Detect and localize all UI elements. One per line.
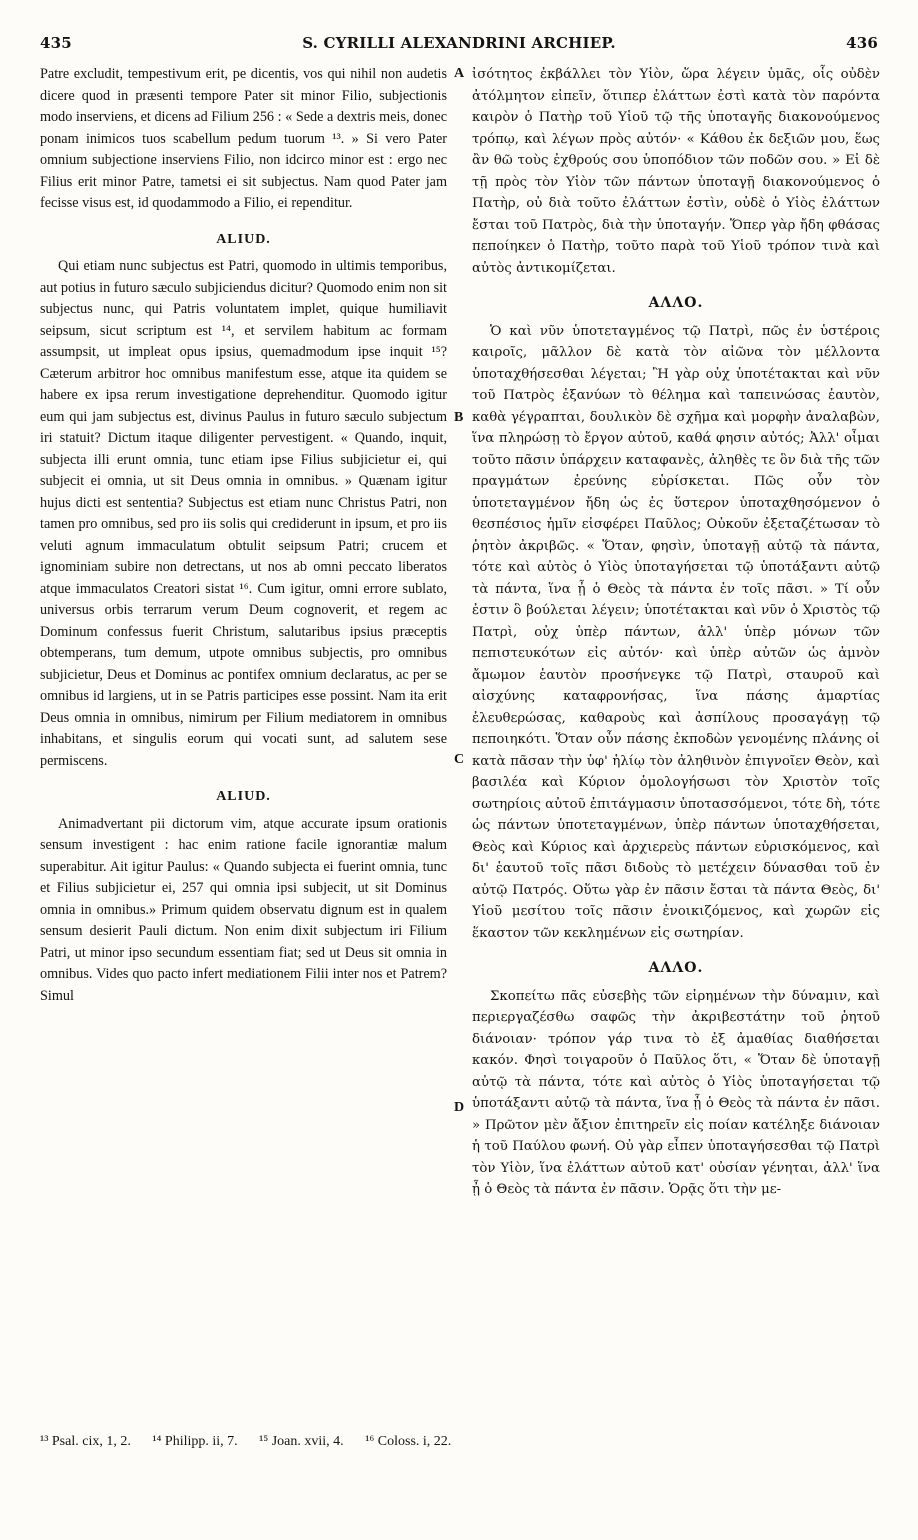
footnote-16: ¹⁶ Coloss. i, 22. [365, 1434, 452, 1449]
running-header [40, 34, 878, 56]
footnote-14: ¹⁴ Philipp. ii, 7. [152, 1434, 238, 1449]
latin-column [40, 64, 447, 1007]
footnote-13: ¹³ Psal. cix, 1, 2. [40, 1434, 131, 1449]
margin-letter-d: D [454, 1100, 465, 1115]
greek-paragraph-1: ἰσότητος ἐκβάλλει τὸν Υἱὸν, ὥρα λέγειν ὑμᾶς, οἷς οὐδὲν ἀτόλμητον εἰπεῖν, ὅτιπερ ἐλάττων ἐστὶ κατὰ τὸν παρόντα καιρὸν ὁ Πατὴρ τοῦ Υἱοῦ τῷ τῆς ὑποταγῆς διακονούμενος τρόπῳ, καὶ λέγων πρὸς αὐτόν· « Κάθου ἐκ δεξιῶν μου, ἕως ἂν θῶ τοὺς ἐχθρούς σου ὑποπόδιον τῶν ποδῶν σου. » Εἰ δὲ τῇ πρὸς τὸν Υἱὸν τῶν πάντων ὑποταγῇ διακονούμενος ὁ Πατὴρ, οὐ διὰ τοῦτο ἐλάττων ἐστὶν, οὐδὲ ὁ Υἱὸς ἐλάττων ἔσται τοῦ Πατρὸς, διὰ τὴν ὑποταγήν. Ὅπερ γὰρ ἤδη φθάσας πεποίηκεν ὁ Πατὴρ, τοῦτο παρὰ τοῦ Υἱοῦ τρόπον τινὰ καὶ αὐτὸς ἀντικομίζεται. [472, 67, 880, 276]
page-number-left: 435 [40, 34, 72, 52]
margin-letter-b: B [454, 410, 464, 425]
latin-heading-aliud-2: ALIUD. [216, 789, 271, 804]
margin-letter-a: A [454, 66, 465, 81]
running-title: S. CYRILLI ALEXANDRINI ARCHIEP. [302, 34, 616, 52]
page-number-right: 436 [846, 34, 878, 52]
footnote-15: ¹⁵ Joan. xvii, 4. [259, 1434, 344, 1449]
latin-paragraph-2: Qui etiam nunc subjectus est Patri, quomodo in ultimis temporibus, aut potius in futuro sæculo subjiciendus dicitur? Quomodo enim non sit subjectus nunc, qui Patris voluntatem implet, quique humiliavit seipsum, sicut scriptum est ¹⁴, et servilem habitum ac formam assumpsit, ut impleat opus ipsius, quemadmodum ipse inquit ¹⁵? Cæterum arbitror hoc omnibus manifestum esse, atque ita quidem se habere ex ipsa rerum investigatione deprehenditur. Quomodo igitur eum qui jam subjectus est, divinus Paulus in futuro sæculo subjectum iri statuit? Dictum itaque diligenter pervestigent. « Quando, inquit, subjecta illi erunt omnia, tunc etiam ipse Filius subjicietur ei, qui subjecit ei omnia, ut sit Deus omnia in omnibus. » Quænam igitur hujus dicti est sententia? Subjectus est etiam nunc Christus Patri, non tamen pro omnibus, sed pro iis solis qui crediderunt in ipsum, et pro iis veluti agnum immaculatum obtulit seipsum Patri; crucem et ignominiam subire non detrectans, ut nos ab omni peccato liberatos atque immaculatos Creatori sistat ¹⁶. Cum igitur, omni errore sublato, universus orbis terrarum verum Deum cognoverit, et regem ac Dominum confessus fuerit Christum, salutaribus ipsius præceptis obtemperans, tum demum, utpote omnibus subjectis, pro omnibus subjicietur, Deus et Dominus ac pontifex omnium declaratus, ac per se omnibus id largiens, ut in se Patris participes esse possint. Nam ita erit Deus omnia in omnibus, nimirum per Filium mediatorem in omnibus inhabitans, et singulis eorum qui vocati sunt, ad salutem sese permiscens. [40, 258, 447, 769]
latin-paragraph-1: Patre excludit, tempestivum erit, pe dicentis, vos qui nihil non audetis dicere quod in præsenti tempore Pater sit minor Filio, subjectionis modo inserviens, et dicens ad Filium 256 : « Sede a dextris meis, donec ponam inimicos tuos scabellum pedum tuorum ¹³. » Si vero Pater omnium subjectione inserviens Filio, non idcirco minor est : ergo nec Filius erit minor Patre, tametsi ei sit subjectus. Nam quod Pater jam fecisse visus est, id quodammodo a Filio, ei rependitur. [40, 66, 447, 211]
latin-heading-aliud-1: ALIUD. [216, 231, 271, 247]
greek-column [472, 64, 880, 1201]
greek-heading-allo-2: ΑΛΛΟ. [648, 960, 704, 976]
latin-paragraph-3: Animadvertant pii dictorum vim, atque accurate ipsum orationis sensum investigent : hac enim ratione facile ignorantiæ malum superabitur. Ait igitur Paulus: « Quando subjecta ei fuerint omnia, tunc et Filius subjicietur ei, 257 qui omnia ipsi subjecit, ut sit Dominus omnia in omnibus.» Primum quidem observatu dignum est in qualem sensum desierit Pauli dictum. Non enim dixit subjectum iri Filium Patri, ut minor ipso secundum essentiam fiat; sed ut Deus sit omnia in omnibus. Vides quo pacto infert mediationem Filii inter nos et Patrem? Simul [40, 815, 447, 1004]
footnotes [40, 1434, 900, 1450]
margin-letter-c: C [454, 752, 465, 767]
greek-paragraph-2: Ὁ καὶ νῦν ὑποτεταγμένος τῷ Πατρὶ, πῶς ἐν ὑστέροις καιροῖς, μᾶλλον δὲ κατὰ τὸν αἰῶνα τὸν μέλλοντα ὑποταχθήσεσθαι λέγεται; Ἢ γὰρ οὐχ ὑποτέτακται καὶ νῦν τοῦ Πατρὸς ἐξανύων τὸ θέλημα καὶ ταπεινώσας ἑαυτὸν, καθὰ γέγραπται, δουλικὸν δὲ σχῆμα καὶ μορφὴν ἀναλαβὼν, ἵνα πληρώσῃ τὸ ἔργον αὐτοῦ, καθά φησιν αὐτός; Ἀλλ' οἶμαι τοῦτο πᾶσιν ὑπάρχειν καταφανὲς, ἀληθὲς τε ὃν διὰ τῆς τῶν πραγμάτων ἐρεύνης εὑρίσκεται. Πῶς οὖν τὸν ὑποτεταγμένον ἤδη ὡς ἐς ὕστερον ὑποταχθησόμενον ὁ θεσπέσιος ἡμῖν εἰσφέρει Παῦλος; Οὐκοῦν ἐξεταζέτωσαν τὸ ῥητὸν ἀκριβῶς. « Ὅταν, φησὶν, ὑποταγῇ αὐτῷ τὰ πάντα, τότε καὶ αὐτὸς ὁ Υἱὸς ὑποταγήσεται τῷ ὑποτάξαντι αὐτῷ τὰ πάντα, ἵνα ᾖ ὁ Θεὸς τὰ πάντα ἐν τοῖς πᾶσι. » Τί οὖν ἐστιν ὃ βούλεται λέγειν; ὑποτέτακται καὶ νῦν ὁ Χριστὸς τῷ Πατρὶ, οὐχ ὑπὲρ πάντων, ἀλλ' ὑπὲρ μόνων τῶν πεπιστευκότων εἰς αὐτόν· καὶ ὑπὲρ αὐτῶν ὡς ἀμνὸν ἄμωμον ἑαυτὸν προσήνεγκε τῷ Πατρὶ, σταυροῦ καὶ αἰσχύνης καταφρονήσας, ἵνα πάσης ἁμαρτίας ἐλευθερώσας, καθαροὺς καὶ ἀσπίλους προσαγάγῃ τῷ πεποιηκότι. Ὅταν οὖν πάσης ἐκποδὼν γενομένης πλάνης οἱ κατὰ πᾶσαν τὴν ὑφ' ἡλίῳ τὸν ἀληθινὸν ἐπιγνοῖεν Θεὸν, καὶ βασιλέα καὶ Κύριον ὁμολογήσωσι τὸν Χριστὸν τοῖς σωτηρίοις αὐτοῦ ἐπιτάγμασιν ὑποτασσόμενοι, τότε δὴ, τότε ὡς πάντων ὑποτεταγμένων, ὑπὲρ πάντων ὑποταχθήσεται, Θεὸς καὶ Κύριος καὶ ἀρχιερεὺς πάντων εὑρισκόμενος, καὶ δι' ἑαυτοῦ τοῖς πᾶσι διδοὺς τὸ μετέχειν δύνασθαι τοῦ ἐν αὐτῷ Πατρός. Οὕτω γὰρ ἐν πᾶσιν ἔσται τὰ πάντα Θεὸς, δι' Υἱοῦ μεσίτου τοῖς πᾶσιν ἐνοικιζόμενος, καὶ χωρῶν εἰς ἕκαστον τῶν κεκλημένων εἰς σωτηρίαν. [472, 323, 880, 941]
greek-paragraph-3: Σκοπείτω πᾶς εὐσεβὴς τῶν εἰρημένων τὴν δύναμιν, καὶ περιεργαζέσθω σαφῶς τὴν ἀκριβεστάτην τοῦ ῥητοῦ διάνοιαν· τρόπον γάρ τινα τὸ ἐξ ἀμαθίας διαθήσεται κακόν. Φησὶ τοιγαροῦν ὁ Παῦλος ὅτι, « Ὅταν δὲ ὑποταγῇ αὐτῷ τὰ πάντα, τότε καὶ αὐτὸς ὁ Υἱὸς ὑποταγήσεται τῷ ὑποτάξαντι αὐτῷ τὰ πάντα, ἵνα ᾖ ὁ Θεὸς τὰ πάντα ἐν πᾶσι. » Πρῶτον μὲν ἄξιον ἐπιτηρεῖν εἰς ποίαν κατέληξε διάνοιαν ἡ τοῦ Παύλου φωνή. Οὐ γὰρ εἶπεν ὑποταγήσεσθαι τῷ Πατρὶ τὸν Υἱὸν, ἵνα ἐλάττων αὐτοῦ κατ' οὐσίαν γένηται, ἀλλ' ἵνα ᾖ ὁ Θεὸς τὰ πάντα ἐν πᾶσιν. Ὁρᾷς ὅτι τὴν με- [472, 988, 880, 1197]
greek-heading-allo-1: ΑΛΛΟ. [648, 295, 704, 311]
